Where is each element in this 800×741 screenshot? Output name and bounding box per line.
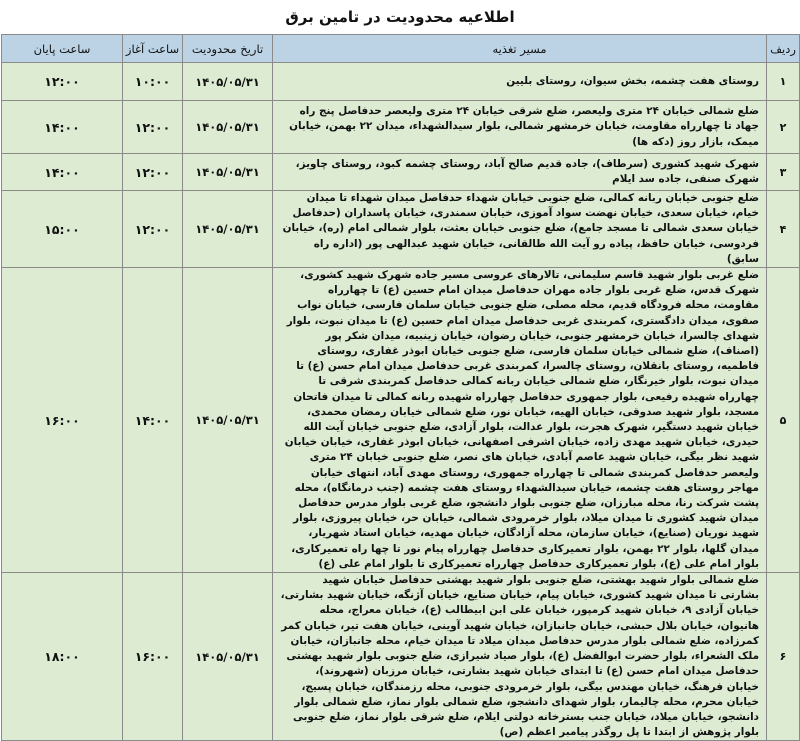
date-cell: ۱۴۰۵/۰۵/۳۱ (183, 63, 273, 101)
table-row (2, 573, 800, 741)
end-time-cell: ۱۶:۰۰ (2, 268, 123, 573)
start-time-cell: ۱۲:۰۰ (123, 191, 183, 268)
end-time-cell: ۱۴:۰۰ (2, 101, 123, 154)
row-number: ۳ (767, 154, 800, 191)
row-number: ۶ (767, 573, 800, 741)
start-time-cell: ۱۴:۰۰ (123, 268, 183, 573)
route-cell: ضلع شمالی خیابان ۲۴ متری ولیعصر، ضلع شرقی خیابان ۲۴ متری ولیعصر حدفاصل پنج راه جهاد تا چهارراه مقاومت، خیابان خرمشهر شمالی، بلوار سیدالشهداء، میدان ۲۲ بهمن، خیابان میمک، بازار روز (دکه ها) (273, 101, 767, 154)
header-start-time: ساعت آغاز (123, 35, 183, 63)
end-time-cell: ۱۴:۰۰ (2, 154, 123, 191)
table-header-row (2, 35, 800, 63)
start-time-cell: ۱۲:۰۰ (123, 154, 183, 191)
header-route: مسیر تغذیه (273, 35, 767, 63)
row-number: ۲ (767, 101, 800, 154)
date-cell: ۱۴۰۵/۰۵/۳۱ (183, 191, 273, 268)
row-number: ۵ (767, 268, 800, 573)
header-date: تاریخ محدودیت (183, 35, 273, 63)
date-cell: ۱۴۰۵/۰۵/۳۱ (183, 154, 273, 191)
table-row (2, 268, 800, 573)
header-end-time: ساعت پایان (2, 35, 123, 63)
table-row (2, 63, 800, 101)
start-time-cell: ۱۶:۰۰ (123, 573, 183, 741)
date-cell: ۱۴۰۵/۰۵/۳۱ (183, 268, 273, 573)
header-row-number: ردیف (767, 35, 800, 63)
route-cell: روستای هفت چشمه، بخش سیوان، روستای بلیین (273, 63, 767, 101)
table-row (2, 191, 800, 268)
route-cell: ضلع شمالی بلوار شهید بهشتی، ضلع جنوبی بلوار شهید بهشتی حدفاصل خیابان شهید بشارتی تا میدان شهید کشوری، خیابان پیام، خیابان صنایع، خیابان آژنگه، خیابان شهید بشارتی، خیابان آزادی ۹، خیابان شهید کرمپور، خیابان علی ابن ابیطالب (ع)، خیابان معراج، محله هانیوان، خیابان بلال حبشی، خیابان جانبازان، خیابان شهید آوینی، خیابان هفت تیر، خیابان کمر کمرزاده، ضلع شمالی بلوار مدرس حدفاصل میدان میلاد تا میدان خیام، محله جانبازان، خیابان ملک الشعراء، بلوار حضرت ابوالفضل (ع)، بلوار صیاد شیرازی، ضلع جنوبی بلوار شهید بهشتی حدفاصل میدان امام حسن (ع) تا ابتدای خیابان شهید بشارتی، خیابان مرزبان (شهروند)، خیابان فرهنگ، خیابان مهندس بیگی، بلوار خرمرودی جنوبی، محله رزمندگان، خیابان پسیج، خیابان محرم، محله چالیمار، بلوار شهدای دانشجو، ضلع شمالی بلوار نماز، ضلع شمالی بلوار دانشجو، خیابان میلاد، خیابان جنب بسترخانه دولتی ایلام، ضلع شرقی بلوار نماز، ضلع جنوبی بلوار پژوهش از ابتدا تا پل روگذر پیامبر اعظم (ص) (273, 573, 767, 741)
end-time-cell: ۱۵:۰۰ (2, 191, 123, 268)
start-time-cell: ۱۰:۰۰ (123, 63, 183, 101)
row-number: ۱ (767, 63, 800, 101)
date-cell: ۱۴۰۵/۰۵/۳۱ (183, 573, 273, 741)
row-number: ۴ (767, 191, 800, 268)
end-time-cell: ۱۲:۰۰ (2, 63, 123, 101)
route-cell: ضلع غربی بلوار شهید قاسم سلیمانی، تالارهای عروسی مسیر جاده شهرک شهید کشوری، شهرک قدس، ضلع غربی بلوار جاده مهران حدفاصل میدان امام حسین (ع) تا چهارراه مقاومت، محله فرودگاه قدیم، محله مصلی، ضلع جنوبی خیابان سلمان فارسی، خیابان نواب صفوی، میدان دادگستری، کمربندی غربی حدفاصل میدان امام حسین (ع) تا میدان نبوت، بلوار شهدای چالسرا، خیابان خرمشهر جنوبی، خیابان رضوان، خیابان زینبیه، میدان شکر پور (اصناف)، ضلع شمالی خیابان سلمان فارسی، ضلع جنوبی خیابان ابوذر غفاری، روستای فاطمیه، روستای بانقلان، روستای چالسرا، کمربندی غربی حدفاصل میدان امام حسن (ع) تا میدان نبوت، بلوار خیرنگار، ضلع شمالی خیابان ربانه کمالی حدفاصل کمربندی شرقی تا چهارراه شهیده رفیعی، بلوار جمهوری حدفاصل چهارراه شهیده ربانه کمالی تا میدان فاتحان مسجد، بلوار شهید صدوقی، خیابان الهیه، خیابان نور، ضلع شمالی خیابان رمضان محمدی، خیابان شهید دستگیر، شهرک هجرت، بلوار عدالت، بلوار آزادی، ضلع جنوبی خیابان آیت الله حیدری، خیابان شهید مهدی زاده، خیابان اشرفی اصفهانی، خیابان ابوذر غفاری، خیابان خیابان شهید نظر بیگی، خیابان شهید عاصم آبادی، خیابان های نصر، ضلع جنوبی خیابان ۲۴ متری ولیعصر حدفاصل کمربندی شمالی تا چهارراه جمهوری، روستای مهدی آباد، انتهای خیابان مهاجر روستای هفت چشمه، خیابان سیدالشهداء روستای هفت چشمه (جنب درمانگاه)، محله پشت شرکت رنا، محله مبارزان، ضلع جنوبی بلوار دانشجو، ضلع غربی بلوار مدرس حدفاصل میدان شهید کشوری تا میدان میلاد، بلوار خرمرودی شمالی، خیابان حر، خیابان پیروزی، بلوار شهید نوریان (صنایع)، خیابان سازمان، محله آزادگان، خیابان مهدیه، خیابان استاد شهریار، میدان گلها، بلوار ۲۲ بهمن، بلوار تعمیرکاری حدفاصل چهارراه پیام نور تا چها راه تعمیرکاری، بلوار امام علی (ع)، بلوار تعمیرکاری حدفاصل چهارراه تعمیرکاری تا بلوار امام علی (ع) (273, 268, 767, 573)
route-cell: شهرک شهید کشوری (سرطاف)، جاده قدیم صالح آباد، روستای چشمه کبود، روستای چاویز، شهرک صنفی، جاده سد ایلام (273, 154, 767, 191)
table-row (2, 101, 800, 154)
route-cell: ضلع جنوبی خیابان ربانه کمالی، ضلع جنوبی خیابان شهداء حدفاصل میدان شهداء تا میدان خیام، خیابان سعدی، خیابان نهضت سواد آموزی، خیابان سمندری، خیابان پاسداران (حدفاصل خیابان سعدی شمالی تا مسجد جامع)، ضلع جنوبی خیابان بعثت، بلوار شمالی امام (ره)، خیابان فردوسی، خیابان حافظ، پیاده رو آیت الله طالقانی، خیابان شهید عبدالهی پور (اداره راه سابق) (273, 191, 767, 268)
outage-schedule-table (1, 34, 800, 741)
end-time-cell: ۱۸:۰۰ (2, 573, 123, 741)
date-cell: ۱۴۰۵/۰۵/۳۱ (183, 101, 273, 154)
notice-title: اطلاعیه محدودیت در تامین برق (285, 8, 515, 26)
table-row (2, 154, 800, 191)
start-time-cell: ۱۲:۰۰ (123, 101, 183, 154)
